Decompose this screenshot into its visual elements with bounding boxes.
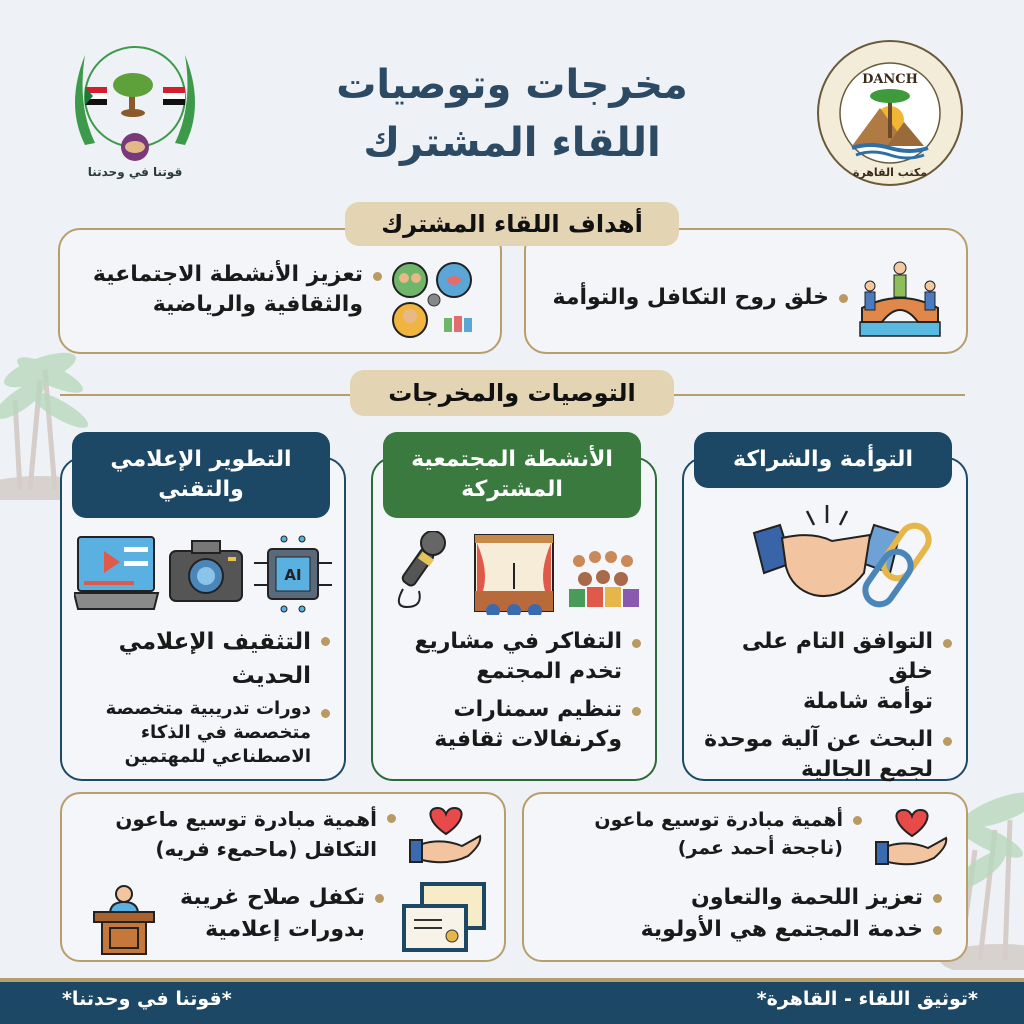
bullet-dot [943,639,952,648]
list-item-line: التوافق التام على خلق [741,629,933,684]
column-title-line: الأنشطة المجتمعية [411,447,613,472]
bullet-dot [632,707,641,716]
column-title-line: والتقني [158,477,244,502]
list-item-line: تنظيم سمنارات [453,697,622,722]
page-title-line1: مخرجات وتوصيات [336,62,688,108]
bullet-dot [632,639,641,648]
list-item-line: دورات تدريبية متخصصة [105,698,311,719]
heart-hand-icon [874,806,950,868]
handshake-chain-illustration [752,503,952,613]
list-item-line: التثقيف الإعلامي [118,629,311,655]
bullet-dot [943,737,952,746]
list-item-line: خدمة المجتمع هي الأولوية [640,917,923,942]
camera-icon [170,541,242,601]
list-item-line: الحديث [231,663,311,689]
list-item-line: (ناجحة أحمد عمر) [677,837,843,859]
activities-illustration [389,531,645,615]
goal-text-line1: تعزيز الأنشطة الاجتماعية [92,262,363,287]
recommendations-section-heading: التوصيات والمخرجات [350,370,674,416]
goals-section-heading: أهداف اللقاء المشترك [345,202,679,246]
list-item-line: أهمية مبادرة توسيع ماعون [115,807,377,831]
page-title [0,56,1024,172]
list-item-line: توأمة شاملة [802,689,933,714]
theater-stage-icon [475,535,553,615]
podium-speaker-icon [88,882,160,958]
goal-box-activities [58,228,502,354]
handshake-icon [754,505,900,596]
list-item-line: تخدم المجتمع [476,659,622,684]
column-title-media [72,432,330,518]
list-item [385,695,641,755]
list-item [542,806,862,862]
list-item-line: التكافل (ماحمعء فريه) [155,837,377,861]
microphone-icon [399,531,445,607]
list-item-line: البحث عن آلية موحدة [704,727,933,752]
footer-bar [0,978,1024,1024]
list-item-line: وكرنفالات ثقافية [434,727,622,752]
list-item-line: تعزيز اللحمة والتعاون [691,885,923,910]
list-item-line: التفاكر في مشاريع [414,629,622,654]
list-item [542,914,942,946]
bottom-box-right [522,792,968,962]
column-title-community [383,432,641,518]
list-item-line: لجمع الجالية [800,757,933,782]
list-item-line: بدورات إعلامية [205,917,365,942]
goal-text: خلق روح التكافل والتوأمة [552,285,829,310]
bullet-dot [373,272,382,281]
right-logo-bottom-text: مكتب القاهرة [852,166,928,179]
bullet-dot [375,894,384,903]
column-twinning-partnership [682,457,968,781]
list-item-line: أهمية مبادرة توسيع ماعون [594,809,843,831]
bullet-dot [933,926,942,935]
bullet-dot [387,814,396,823]
list-item [696,725,952,785]
list-item [76,804,396,864]
page-title-line2: اللقاء المشترك [363,120,661,166]
right-logo-acronym: DANCH [862,72,918,87]
goal-text-line2: والثقافية والرياضية [152,292,363,317]
community-activities-icon [390,260,478,340]
list-item [542,882,942,914]
svg-text:AI: AI [284,566,302,584]
footer-documentation-text: *توثيق اللقاء - القاهرة* [756,988,978,1010]
list-item-line: متخصصة في الذكاء [140,722,311,743]
list-item-line: تكفل صلاح غريبة [180,885,365,910]
bullet-dot [321,709,330,718]
ai-chip-icon [254,536,332,612]
bullet-dot [839,294,848,303]
bottom-box-left [60,792,506,962]
list-item [385,627,641,687]
bridge-people-icon [856,258,944,338]
certificates-icon [402,882,486,954]
left-logo-motto: قوتنا في وحدتنا [87,165,183,179]
bullet-dot [853,816,862,825]
laptop-video-icon [74,537,158,609]
column-title-line: التطوير الإعلامي [110,447,292,472]
goal-box-solidarity [524,228,968,354]
footer-motto-text: *قوتنا في وحدتنا* [62,988,232,1010]
bullet-dot [933,894,942,903]
list-item [68,625,330,693]
list-item [68,697,330,769]
media-tech-illustration [74,533,336,613]
audience-icon [569,551,639,607]
heart-hand-icon [408,804,484,866]
list-item [696,627,952,717]
list-item-line: الاصطناعي للمهتمين [124,746,311,767]
bullet-dot [321,637,330,646]
column-title-line: المشتركة [461,477,563,502]
list-item [164,882,384,946]
column-title-twinning: التوأمة والشراكة [694,432,952,488]
